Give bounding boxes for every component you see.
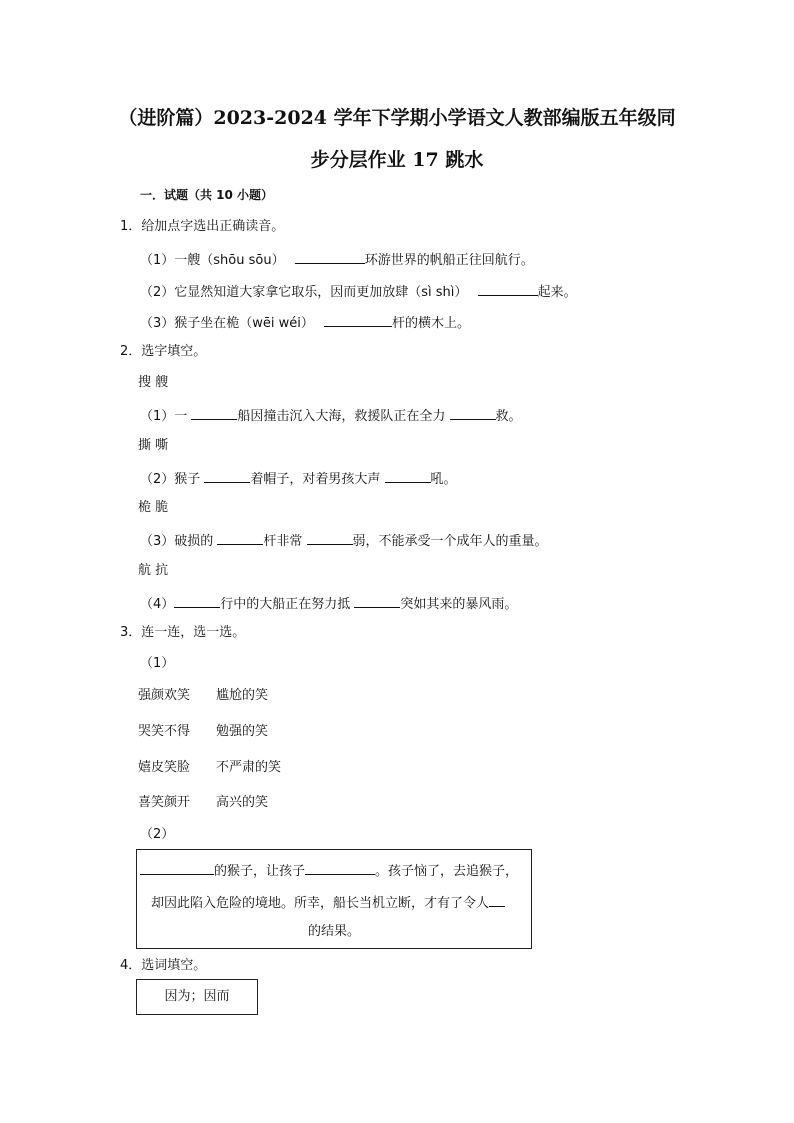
answer-blank[interactable] bbox=[191, 405, 237, 420]
q1-item-3 bbox=[140, 312, 470, 333]
idiom-left-3[interactable]: 嬉皮笑脸 bbox=[138, 760, 191, 775]
answer-blank[interactable] bbox=[450, 405, 496, 420]
answer-blank[interactable] bbox=[354, 593, 400, 608]
section-heading: 一．试题（共 10 小题） bbox=[140, 188, 274, 202]
q2-item-4 bbox=[140, 593, 517, 614]
meaning-right-1[interactable]: 尴尬的笑 bbox=[216, 688, 269, 703]
q3-part2-label: （2） bbox=[140, 827, 175, 842]
q2-char-pair-4: 航 抗 bbox=[138, 563, 169, 578]
q1-item-3-suffix: 杆的横木上。 bbox=[392, 316, 471, 331]
answer-blank[interactable] bbox=[204, 468, 250, 483]
q2-item-1-c: 救。 bbox=[495, 409, 522, 424]
q2-char-pair-1: 搜 艘 bbox=[138, 375, 169, 390]
answer-blank[interactable] bbox=[217, 530, 263, 545]
q2-item-4-c: 突如其来的暴风雨。 bbox=[400, 597, 518, 612]
q2-item-3-b: 杆非常 bbox=[263, 534, 307, 549]
answer-blank[interactable] bbox=[307, 530, 353, 545]
document-title-line2: 步分层作业 17 跳水 bbox=[310, 149, 484, 171]
q1-item-1 bbox=[140, 249, 534, 270]
q2-item-3 bbox=[140, 530, 548, 551]
q2-item-3-c: 弱，不能承受一个成年人的重量。 bbox=[352, 534, 548, 549]
q4-stem: 4．选词填空。 bbox=[120, 958, 207, 973]
q2-char-pair-3: 桅 脆 bbox=[138, 500, 169, 515]
q1-item-1-suffix: 环游世界的帆船正往回航行。 bbox=[364, 253, 534, 268]
q2-item-4-b: 行中的大船正在努力抵 bbox=[220, 597, 355, 612]
answer-blank[interactable] bbox=[140, 860, 214, 875]
q2-item-3-a: （3）破损的 bbox=[140, 534, 218, 549]
q2-item-1 bbox=[140, 405, 522, 426]
answer-blank[interactable] bbox=[295, 249, 365, 264]
passage-line-1 bbox=[140, 860, 518, 881]
passage-line-2 bbox=[151, 892, 505, 913]
q2-item-2-b: 着帽子，对着男孩大声 bbox=[250, 472, 385, 487]
passage-line-2-text: 却因此陷入危险的境地。所幸，船长当机立断，才有了令人 bbox=[151, 896, 490, 911]
q1-item-2-prefix: （2）它显然知道大家拿它取乐，因而更加放肆（sì shì） bbox=[140, 285, 468, 300]
passage-line-1-b: 。孩子恼了，去追猴子， bbox=[375, 864, 519, 879]
idiom-left-1[interactable]: 强颜欢笑 bbox=[138, 688, 191, 703]
q1-stem: 1．给加点字选出正确读音。 bbox=[120, 219, 285, 234]
q3-part1-label: （1） bbox=[140, 656, 175, 671]
q2-item-2-a: （2）猴子 bbox=[140, 472, 205, 487]
answer-blank[interactable] bbox=[305, 860, 375, 875]
passage-line-3: 的结果。 bbox=[307, 924, 360, 939]
q2-item-4-a: （4） bbox=[140, 597, 175, 612]
meaning-right-2[interactable]: 勉强的笑 bbox=[216, 724, 269, 739]
q2-item-1-b: 船因撞击沉入大海，救援队正在全力 bbox=[237, 409, 450, 424]
answer-blank[interactable] bbox=[385, 468, 431, 483]
q3-stem: 3．连一连，选一选。 bbox=[120, 625, 246, 640]
passage-line-1-a: 的猴子，让孩子 bbox=[214, 864, 306, 879]
answer-blank[interactable] bbox=[324, 312, 392, 327]
idiom-left-2[interactable]: 哭笑不得 bbox=[138, 724, 191, 739]
meaning-right-4[interactable]: 高兴的笑 bbox=[216, 795, 269, 810]
q1-item-1-prefix: （1）一艘（shōu sōu） bbox=[140, 253, 285, 268]
q3-passage-box bbox=[136, 849, 532, 949]
q4-word-options: 因为；因而 bbox=[164, 989, 230, 1004]
q1-item-3-prefix: （3）猴子坐在桅（wēi wéi） bbox=[140, 316, 314, 331]
q2-item-1-a: （1）一 bbox=[140, 409, 192, 424]
q4-word-box bbox=[136, 979, 258, 1015]
q1-item-2 bbox=[140, 281, 577, 302]
q1-item-2-suffix: 起来。 bbox=[537, 285, 577, 300]
document-title-line1: （进阶篇）2023-2024 学年下学期小学语文人教部编版五年级同 bbox=[118, 107, 676, 129]
answer-blank[interactable] bbox=[174, 593, 220, 608]
idiom-left-4[interactable]: 喜笑颜开 bbox=[138, 795, 191, 810]
answer-blank[interactable] bbox=[478, 281, 538, 296]
answer-blank[interactable] bbox=[489, 892, 505, 907]
q2-char-pair-2: 撕 嘶 bbox=[138, 438, 169, 453]
q2-item-2-c: 吼。 bbox=[430, 472, 457, 487]
meaning-right-3[interactable]: 不严肃的笑 bbox=[216, 760, 282, 775]
q2-item-2 bbox=[140, 468, 457, 489]
q2-stem: 2．选字填空。 bbox=[120, 344, 207, 359]
